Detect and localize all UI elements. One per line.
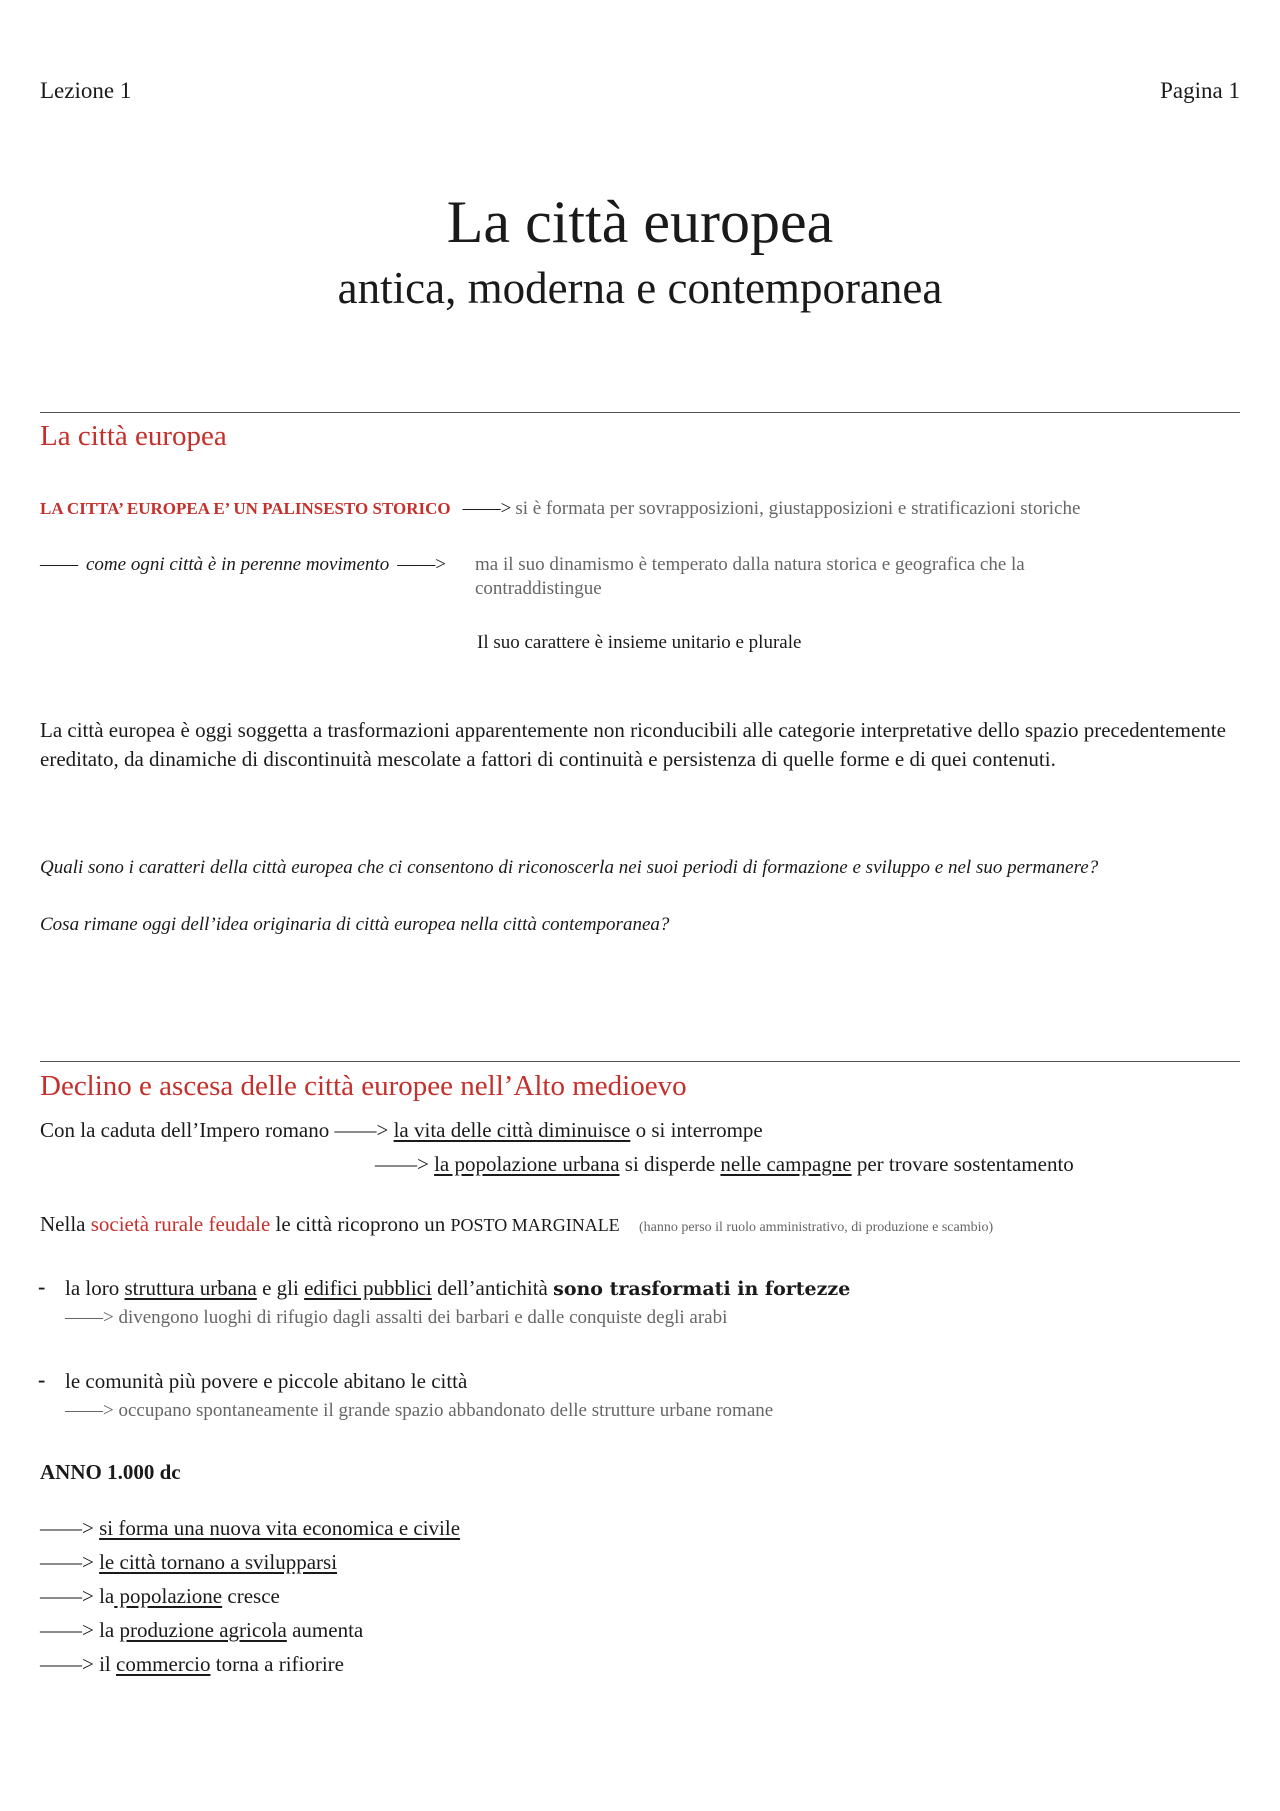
thesis-line xyxy=(40,498,1080,520)
list-post: aumenta xyxy=(286,1618,364,1642)
page-number: Pagina 1 xyxy=(1160,78,1240,103)
section-divider xyxy=(40,1061,1240,1062)
page-subtitle: antica, moderna e contemporanea xyxy=(337,263,943,313)
society-caps: POSTO MARGINALE xyxy=(450,1215,620,1235)
b1-text: dell’antichità xyxy=(437,1276,548,1300)
list-item xyxy=(40,1584,280,1609)
list-pre: il xyxy=(99,1652,117,1676)
society-mid: le città ricoprono un xyxy=(275,1212,446,1236)
fall-2-underlined-2: nelle campagne xyxy=(720,1152,852,1176)
fall-2-mid: si disperde xyxy=(624,1152,716,1176)
arrow: ——> xyxy=(397,554,446,575)
thesis-text: si è formata per sovrapposizioni, giustapposizioni e stratificazioni storiche xyxy=(515,498,1081,519)
b1-underlined-1: struttura urbana xyxy=(124,1276,257,1300)
fall-line-1 xyxy=(40,1118,763,1143)
movement-line xyxy=(40,554,446,576)
lesson-label: Lezione 1 xyxy=(40,78,132,103)
society-prefix: Nella xyxy=(40,1212,86,1236)
b1-text: la loro xyxy=(65,1276,120,1300)
b1-text: e gli xyxy=(262,1276,299,1300)
fall-2-underlined-1: la popolazione urbana xyxy=(434,1152,620,1176)
fall-2-rest: per trovare sostentamento xyxy=(856,1152,1074,1176)
arrow: ——> xyxy=(65,1307,114,1328)
fall-intro: Con la caduta dell’Impero romano xyxy=(40,1118,330,1142)
arrow: ——> xyxy=(40,1516,94,1540)
intro-paragraph: La città europea è oggi soggetta a trasformazioni apparentemente non riconducibili alle categorie interpretative dello spazio precedentemente ereditato, da dinamiche di discontinuità mescolate a fattori di continuità e persistenza di quelle forme e di quei contenuti. xyxy=(40,718,1226,771)
page-title: La città europea xyxy=(446,189,834,255)
dash: —— xyxy=(40,554,78,575)
fall-line-2 xyxy=(375,1152,1074,1177)
question-2: Cosa rimane oggi dell’idea originaria di città europea nella città contemporanea? xyxy=(40,914,670,935)
list-item xyxy=(40,1550,337,1575)
list-pre: la xyxy=(99,1618,120,1642)
question-1: Quali sono i caratteri della città europea che ci consentono di riconoscerla nei suoi periodi di formazione e sviluppo e nel suo permanere? xyxy=(40,857,1099,878)
list-item xyxy=(40,1516,460,1541)
society-note: (hanno perso il ruolo amministrativo, di produzione e scambio) xyxy=(638,1220,994,1235)
bullet-1-sub xyxy=(65,1307,727,1329)
list-item xyxy=(40,1652,344,1677)
b1-bold: sono trasformati in fortezze xyxy=(553,1278,851,1300)
list-underlined: produzione agricola xyxy=(119,1618,287,1642)
character-text: Il suo carattere è insieme unitario e plurale xyxy=(477,632,802,653)
fall-1-rest: o si interrompe xyxy=(635,1118,763,1142)
list-pre: la xyxy=(99,1584,115,1608)
list-underlined: commercio xyxy=(116,1652,211,1676)
society-line xyxy=(40,1212,993,1237)
list-item xyxy=(40,1618,363,1643)
arrow: ——> xyxy=(334,1118,389,1142)
list-underlined: le città tornano a svilupparsi xyxy=(99,1550,338,1574)
list-post: cresce xyxy=(222,1584,280,1608)
section-divider xyxy=(40,412,1240,413)
arrow: ——> xyxy=(40,1584,94,1608)
section-heading: La città europea xyxy=(40,420,227,452)
arrow: ——> xyxy=(40,1618,94,1642)
bullet-mark: - xyxy=(38,1367,46,1392)
bullet-mark: - xyxy=(38,1274,46,1299)
bullet-1 xyxy=(65,1276,850,1301)
bullet-2-sub xyxy=(65,1400,773,1422)
arrow: ——> xyxy=(462,498,512,519)
bullet-2: le comunità più povere e piccole abitano le città xyxy=(65,1369,468,1393)
list-underlined: si forma una nuova vita economica e civile xyxy=(99,1516,461,1540)
arrow: ——> xyxy=(40,1550,94,1574)
arrow: ——> xyxy=(40,1652,94,1676)
arrow: ——> xyxy=(65,1400,114,1421)
year-heading: ANNO 1.000 dc xyxy=(40,1460,181,1484)
list-post: torna a rifiorire xyxy=(210,1652,345,1676)
b2-sub-text: occupano spontaneamente il grande spazio abbandonato delle strutture urbane romane xyxy=(118,1400,774,1421)
fall-1-underlined: la vita delle città diminuisce xyxy=(393,1118,631,1142)
b1-sub-text: divengono luoghi di rifugio dagli assalti dei barbari e dalle conquiste degli arabi xyxy=(118,1307,728,1328)
movement-italic: come ogni città è in perenne movimento xyxy=(86,554,390,575)
arrow: ——> xyxy=(375,1152,429,1176)
movement-text: ma il suo dinamismo è temperato dalla natura storica e geografica che la contraddistingue xyxy=(475,554,1025,599)
thesis-caps: LA CITTA’ EUROPEA E’ UN PALINSESTO STORICO xyxy=(40,499,451,518)
society-red: società rurale feudale xyxy=(90,1212,271,1236)
b1-underlined-2: edifici pubblici xyxy=(304,1276,432,1300)
list-underlined: popolazione xyxy=(114,1584,223,1608)
section-heading: Declino e ascesa delle città europee nell’Alto medioevo xyxy=(40,1070,687,1102)
